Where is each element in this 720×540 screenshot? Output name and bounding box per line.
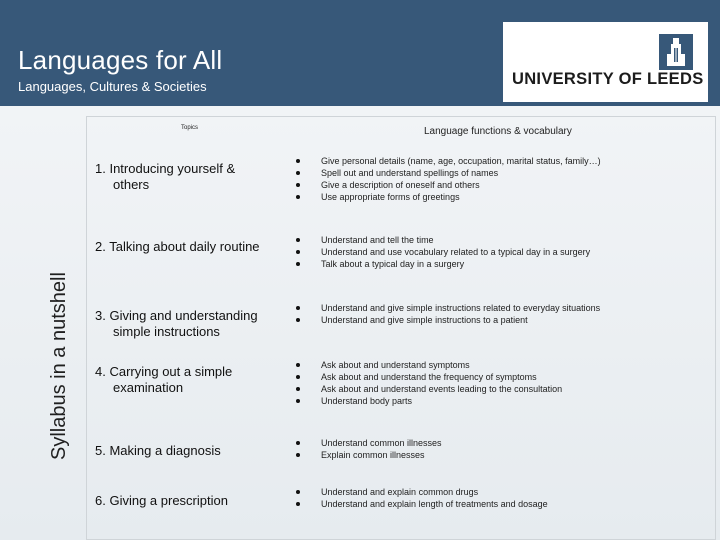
list-item: Understand and explain length of treatments and dosage [294, 498, 704, 510]
topic-6 [95, 493, 295, 509]
bullet-icon [296, 387, 300, 391]
side-title: Syllabus in a nutshell [48, 272, 70, 460]
bullet-icon [296, 441, 300, 445]
bullet-icon [296, 183, 300, 187]
bullet-icon [296, 375, 300, 379]
functions-list-6 [294, 486, 704, 510]
topic-2-line1: 2. Talking about daily routine [95, 239, 260, 254]
column-header-functions: Language functions & vocabulary [424, 126, 572, 137]
list-item: Give a description of oneself and others [294, 179, 704, 191]
list-item: Talk about a typical day in a surgery [294, 258, 704, 270]
list-item: Ask about and understand symptoms [294, 359, 704, 371]
list-item: Explain common illnesses [294, 449, 704, 461]
list-item: Understand and explain common drugs [294, 486, 704, 498]
header-banner [0, 0, 720, 106]
university-logo [503, 22, 708, 102]
topic-4-line2: examination [113, 380, 184, 395]
list-item: Understand and give simple instructions related to everyday situations [294, 302, 704, 314]
bullet-icon [296, 171, 300, 175]
topic-3 [95, 308, 295, 340]
topic-2 [95, 239, 295, 255]
list-item: Understand body parts [294, 395, 704, 407]
functions-list-5 [294, 437, 704, 461]
page-title: Languages for All [18, 45, 223, 75]
list-item: Use appropriate forms of greetings [294, 191, 704, 203]
list-item: Understand and give simple instructions to a patient [294, 314, 704, 326]
functions-list-2 [294, 234, 704, 270]
bullet-icon [296, 238, 300, 242]
bullet-icon [296, 318, 300, 322]
list-item: Give personal details (name, age, occupation, marital status, family…) [294, 155, 704, 167]
topic-6-line1: 6. Giving a prescription [95, 493, 228, 508]
topic-3-line1: 3. Giving and understanding [95, 308, 258, 323]
parkinson-tower-icon [659, 34, 693, 70]
bullet-icon [296, 195, 300, 199]
list-item: Ask about and understand events leading to the consultation [294, 383, 704, 395]
column-header-topics: Topics [181, 125, 199, 131]
list-item: Understand and tell the time [294, 234, 704, 246]
functions-list-3 [294, 302, 704, 326]
topic-3-line2: simple instructions [113, 324, 220, 339]
bullet-icon [296, 363, 300, 367]
topic-4 [95, 364, 295, 396]
list-item: Spell out and understand spellings of names [294, 167, 704, 179]
bullet-icon [296, 453, 300, 457]
list-item: Understand and use vocabulary related to a typical day in a surgery [294, 246, 704, 258]
topic-1 [95, 161, 295, 193]
functions-list-4 [294, 359, 704, 407]
functions-list-1 [294, 155, 704, 203]
list-item: Ask about and understand the frequency of symptoms [294, 371, 704, 383]
topic-5 [95, 443, 295, 459]
topic-1-line2: others [113, 177, 150, 192]
topic-4-line1: 4. Carrying out a simple [95, 364, 233, 379]
topic-5-line1: 5. Making a diagnosis [95, 443, 221, 458]
bullet-icon [296, 262, 300, 266]
list-item: Understand common illnesses [294, 437, 704, 449]
page-subtitle: Languages, Cultures & Societies [18, 79, 207, 94]
logo-text: UNIVERSITY OF LEEDS [512, 70, 704, 88]
topic-1-line1: 1. Introducing yourself & [95, 161, 236, 176]
bullet-icon [296, 159, 300, 163]
bullet-icon [296, 490, 300, 494]
bullet-icon [296, 250, 300, 254]
bullet-icon [296, 399, 300, 403]
bullet-icon [296, 502, 300, 506]
bullet-icon [296, 306, 300, 310]
